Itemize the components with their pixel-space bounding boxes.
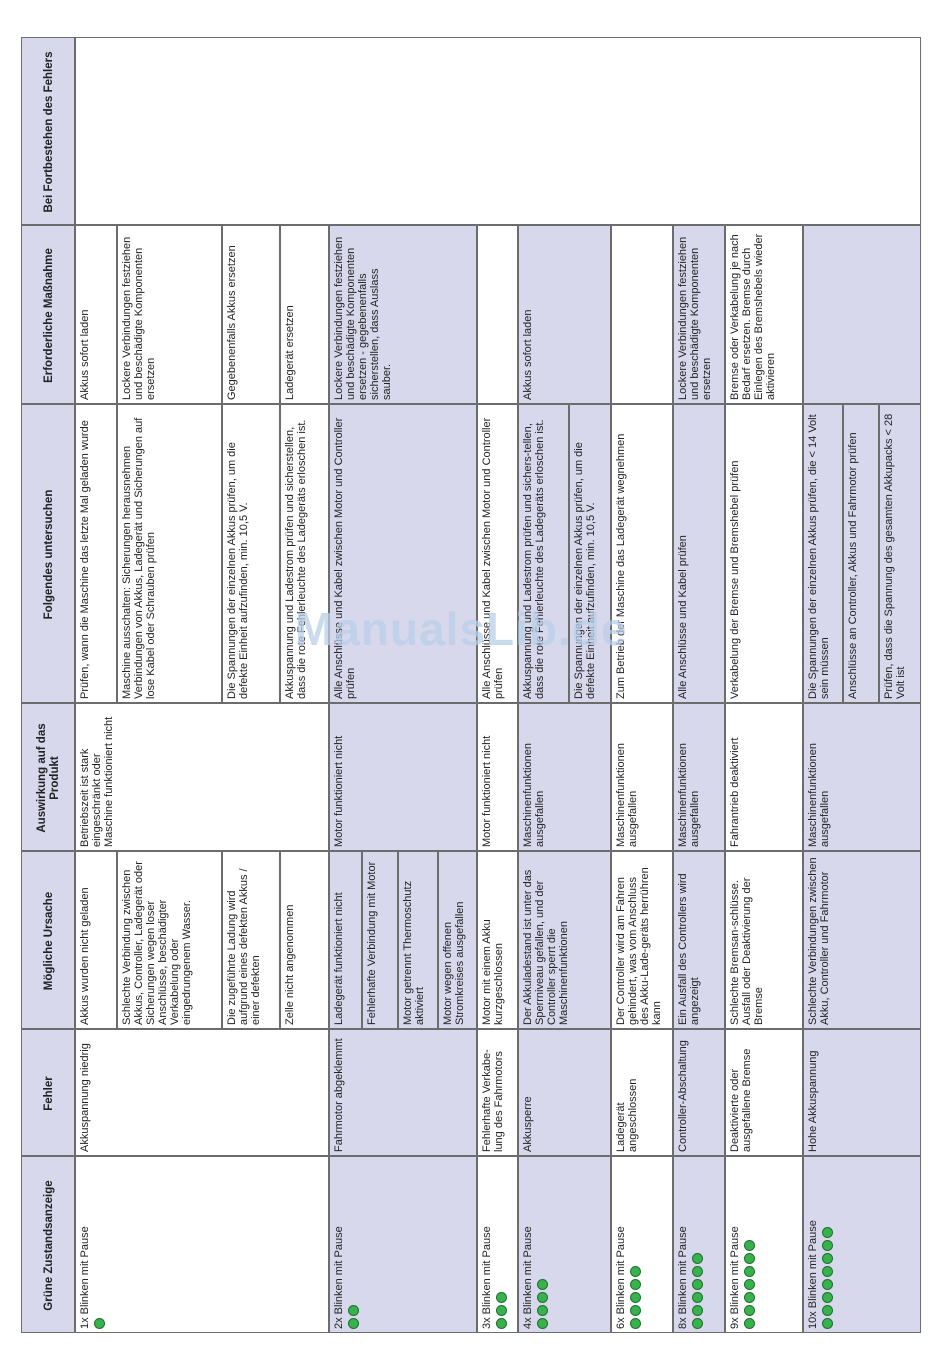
check-cell-3: [477, 404, 518, 703]
check-cell-1b: [117, 404, 222, 703]
green-led-icon: [692, 1292, 703, 1303]
fault-cell-3: [477, 1029, 518, 1156]
action-cell-6: [611, 225, 673, 404]
green-led-icon: [537, 1292, 548, 1303]
header-check-text: Folgendes untersuchen: [42, 489, 55, 620]
green-led-icon: [744, 1305, 755, 1316]
status-led-row: [537, 1162, 548, 1329]
green-led-icon: [744, 1253, 755, 1264]
cause-cell-1a: [75, 851, 117, 1029]
status-cell-10: [803, 1156, 921, 1333]
check-cell-1a: [75, 404, 117, 703]
status-led-row: [348, 1162, 359, 1329]
effect-cell-2-text: Motor funktioniert nicht: [333, 735, 345, 847]
green-led-icon: [822, 1279, 833, 1290]
green-led-icon: [94, 1318, 105, 1329]
fault-cell-6: [611, 1029, 673, 1156]
cause-cell-1b: [117, 851, 222, 1029]
status-cell-1-text: 1x Blinken mit Pause: [79, 1226, 91, 1329]
fault-cell-9: [725, 1029, 803, 1156]
fault-cell-10-text: Hohe Akkuspannung: [807, 1050, 819, 1152]
header-effect-text: Auswirkung auf das Produkt: [36, 723, 61, 833]
effect-cell-10: [803, 703, 921, 851]
action-cell-1d: [280, 225, 329, 404]
check-cell-10b-text: Anschlüsse an Controller, Akkus und Fahrmotor prüfen: [847, 432, 859, 699]
fault-cell-1: [75, 1029, 329, 1156]
green-led-icon: [630, 1279, 641, 1290]
status-cell-8: [673, 1156, 725, 1333]
action-cell-3: [477, 225, 518, 404]
check-cell-8-text: Alle Anschlüsse und Kabel prüfen: [677, 535, 689, 699]
cause-cell-4: [518, 851, 611, 1029]
effect-cell-2: [329, 703, 477, 851]
status-cell-1: [75, 1156, 329, 1333]
header-fault: [21, 1029, 75, 1156]
persist-column-body: [75, 37, 921, 225]
green-led-icon: [537, 1318, 548, 1329]
green-led-icon: [630, 1266, 641, 1277]
green-led-icon: [630, 1318, 641, 1329]
action-cell-4: [518, 225, 611, 404]
check-cell-1a-text: Prüfen, wann die Maschine das letzte Mal geladen wurde: [79, 420, 91, 699]
cause-cell-9: [725, 851, 803, 1029]
status-cell-9-text: 9x Blinken mit Pause: [729, 1226, 741, 1329]
check-cell-1b-text: Maschine ausschalten: Sicherungen herausnehmen Verbindungen von Akkus, Ladegerät und Sicherungen auf lose Kabel oder Schrauben prüfen: [121, 417, 157, 699]
green-led-icon: [348, 1318, 359, 1329]
check-cell-6: [611, 404, 673, 703]
header-check: [21, 404, 75, 703]
status-cell-3: [477, 1156, 518, 1333]
fault-cell-6-text: Ladegerät angeschlossen: [615, 1078, 639, 1152]
header-action: [21, 225, 75, 404]
header-cause-text: Mögliche Ursache: [42, 891, 55, 991]
check-cell-4a-text: Akkuspannung und Ladestrom prüfen und sichers-tellen, dass die rote Fehlerleuchte des Ladegeräts erloschen ist.: [522, 419, 546, 699]
status-cell-2-text: 2x Blinken mit Pause: [333, 1226, 345, 1329]
status-led-row: [94, 1162, 105, 1329]
green-led-icon: [348, 1305, 359, 1316]
green-led-icon: [630, 1292, 641, 1303]
effect-cell-1: [75, 703, 329, 851]
action-cell-10: [803, 225, 921, 404]
green-led-icon: [692, 1253, 703, 1264]
green-led-icon: [822, 1318, 833, 1329]
cause-cell-8: [673, 851, 725, 1029]
action-cell-8: [673, 225, 725, 404]
check-cell-9-text: Verkabelung der Bremse und Bremshebel prüfen: [729, 460, 741, 699]
header-persist: [21, 37, 75, 225]
status-led-row: [496, 1162, 507, 1329]
header-cause: [21, 851, 75, 1029]
action-cell-4-text: Akkus sofort laden: [522, 309, 534, 400]
green-led-icon: [744, 1266, 755, 1277]
action-cell-1c-text: Gegebenenfalls Akkus ersetzen: [226, 245, 238, 400]
green-led-icon: [822, 1266, 833, 1277]
green-led-icon: [496, 1292, 507, 1303]
effect-cell-6: [611, 703, 673, 851]
green-led-icon: [692, 1318, 703, 1329]
action-cell-2-text: Lockere Verbindungen festziehen und beschädigte Komponenten ersetzen - gegebenenfalls sicherstellen, dass Auslass sauber.: [333, 236, 393, 400]
cause-cell-2c: [398, 851, 438, 1029]
green-led-icon: [822, 1292, 833, 1303]
check-cell-4b: [569, 404, 611, 703]
header-fault-text: Fehler: [42, 1076, 55, 1111]
cause-cell-1b-text: Schlechte Verbindung zwischen Akkus, Controller, Ladegerät oder Sicherungen wegen loser Anschlüsse, beschädigter Verkabelung oder eingedrungenem Wasser.: [121, 861, 193, 1025]
action-cell-9: [725, 225, 803, 404]
action-cell-8-text: Lockere Verbindungen festziehen und beschädigte Komponenten ersetzen: [677, 236, 713, 400]
green-led-icon: [692, 1279, 703, 1290]
green-led-icon: [744, 1240, 755, 1251]
cause-cell-2a: [329, 851, 362, 1029]
status-cell-4: [518, 1156, 611, 1333]
fault-cell-1-text: Akkuspannung niedrig: [79, 1043, 91, 1152]
status-cell-3-text: 3x Blinken mit Pause: [481, 1226, 493, 1329]
cause-cell-3-text: Motor mit einem Akku kurzgeschlossen: [481, 919, 505, 1025]
header-action-text: Erforderliche Maßnahme: [42, 248, 55, 383]
check-cell-10c: [879, 404, 921, 703]
check-cell-2-text: Alle Anschlüsse und Kabel zwischen Motor und Controller prüfen: [333, 417, 357, 699]
check-cell-6-text: Zum Betrieb der Maschine das Ladegerät wegnehmen: [615, 433, 627, 699]
effect-cell-4: [518, 703, 611, 851]
check-cell-1d: [280, 404, 329, 703]
cause-cell-6: [611, 851, 673, 1029]
fault-cell-2: [329, 1029, 477, 1156]
green-led-icon: [537, 1305, 548, 1316]
check-cell-4a: [518, 404, 569, 703]
status-cell-6-text: 6x Blinken mit Pause: [615, 1226, 627, 1329]
fault-cell-4: [518, 1029, 611, 1156]
effect-cell-9-text: Fahrantrieb deaktiviert: [729, 737, 741, 847]
action-cell-1a: [75, 225, 117, 404]
status-cell-4-text: 4x Blinken mit Pause: [522, 1226, 534, 1329]
effect-cell-3: [477, 703, 518, 851]
green-led-icon: [744, 1318, 755, 1329]
cause-cell-2b-text: Fehlerhafte Verbindung mit Motor: [366, 861, 378, 1025]
status-cell-8-text: 8x Blinken mit Pause: [677, 1226, 689, 1329]
check-cell-9: [725, 404, 803, 703]
cause-cell-2d: [438, 851, 477, 1029]
status-cell-2: [329, 1156, 477, 1333]
check-cell-10c-text: Prüfen, dass die Spannung des gesamten Akkupacks < 28 Volt ist: [883, 413, 907, 699]
cause-cell-1a-text: Akkus wurden nicht geladen: [79, 887, 91, 1025]
effect-cell-8-text: Maschinenfunktionen ausgefallen: [677, 743, 701, 847]
fault-cell-4-text: Akkusperre: [522, 1096, 534, 1152]
status-led-row: [744, 1162, 755, 1329]
action-cell-1b-text: Lockere Verbindungen festziehen und beschädigte Komponenten ersetzen: [121, 236, 157, 400]
effect-cell-1-text: Betriebszeit ist stark eingeschränkt oder Maschine funktioniert nicht: [79, 716, 115, 847]
cause-cell-3: [477, 851, 518, 1029]
header-status: [21, 1156, 75, 1333]
fault-cell-10: [803, 1029, 921, 1156]
cause-cell-6-text: Der Controller wird am Fahren gehindert, was vom Anschluss des Akku-Lade-geräts herrühren kann: [615, 867, 663, 1025]
check-cell-4b-text: Die Spannungen der einzelnen Akkus prüfen, um die defekte Einheit aufzufinden, min. 10,5 V.: [573, 442, 597, 699]
cause-cell-10-text: Schlechte Verbindungen zwischen Akku, Controller und Fahrmotor: [807, 857, 831, 1025]
cause-cell-1d-text: Zelle nicht angenommen: [284, 904, 296, 1025]
cause-cell-10: [803, 851, 921, 1029]
action-cell-9-text: Bremse oder Verkabelung je nach Bedarf ersetzen. Bremse durch Einlegen des Bremshebels wieder aktivieren: [729, 233, 777, 400]
action-cell-2: [329, 225, 477, 404]
green-led-icon: [822, 1305, 833, 1316]
green-led-icon: [822, 1240, 833, 1251]
action-cell-1c: [222, 225, 280, 404]
effect-cell-9: [725, 703, 803, 851]
check-cell-1c-text: Die Spannungen der einzelnen Akkus prüfen, um die defekte Einheit aufzufinden, min. 10,5 V.: [226, 442, 250, 699]
check-cell-1c: [222, 404, 280, 703]
cause-cell-1c-text: Die zugeführte Ladung wird aufgrund eines defekten Akkus / einer defekten: [226, 868, 262, 1025]
fault-cell-8-text: Controller-Abschaltung: [677, 1040, 689, 1152]
cause-cell-9-text: Schlechte Bremsan-schlüsse. Ausfall oder Deaktivierung der Bremse: [729, 877, 765, 1025]
green-led-icon: [744, 1292, 755, 1303]
status-cell-10-text: 10x Blinken mit Pause: [807, 1220, 819, 1329]
effect-cell-8: [673, 703, 725, 851]
action-cell-1d-text: Ladegerät ersetzen: [284, 305, 296, 400]
check-cell-2: [329, 404, 477, 703]
cause-cell-2c-text: Motor getrennt Thermoschutz aktiviert: [402, 880, 426, 1025]
check-cell-3-text: Alle Anschlüsse und Kabel zwischen Motor und Controller prüfen: [481, 417, 505, 699]
cause-cell-2b: [362, 851, 398, 1029]
green-led-icon: [537, 1279, 548, 1290]
header-persist-text: Bei Fortbestehen des Fehlers: [42, 51, 55, 213]
status-led-row: [692, 1162, 703, 1329]
fault-cell-8: [673, 1029, 725, 1156]
header-status-text: Grüne Zustandsanzeige: [42, 1180, 55, 1311]
check-cell-1d-text: Akkuspannung und Ladestrom prüfen und sicherstellen, dass die rote Fehlerleuchte des Ladegeräts erloschen ist.: [284, 419, 308, 699]
green-led-icon: [744, 1279, 755, 1290]
green-led-icon: [822, 1253, 833, 1264]
fault-cell-9-text: Deaktivierte oder ausgefallene Bremse: [729, 1048, 753, 1152]
green-led-icon: [630, 1305, 641, 1316]
cause-cell-2d-text: Motor wegen offenen Stromkreises ausgefallen: [442, 901, 466, 1025]
status-led-row: [630, 1162, 641, 1329]
action-cell-1b: [117, 225, 222, 404]
green-led-icon: [822, 1227, 833, 1238]
cause-cell-1d: [280, 851, 329, 1029]
green-led-icon: [692, 1266, 703, 1277]
cause-cell-8-text: Ein Ausfall des Controllers wird angezeigt: [677, 873, 701, 1025]
fault-cell-3-text: Fehlerhafte Verkabe-lung des Fahrmotors: [481, 1049, 505, 1152]
cause-cell-1c: [222, 851, 280, 1029]
effect-cell-3-text: Motor funktioniert nicht: [481, 735, 493, 847]
effect-cell-6-text: Maschinenfunktionen ausgefallen: [615, 743, 639, 847]
cause-cell-4-text: Der Akkuladestand ist unter das Sperrniveau gefallen, und der Controller sperrt die Maschinenfunktionen: [522, 869, 570, 1025]
check-cell-10b: [843, 404, 879, 703]
status-cell-9: [725, 1156, 803, 1333]
green-led-icon: [496, 1318, 507, 1329]
status-cell-6: [611, 1156, 673, 1333]
action-cell-1a-text: Akkus sofort laden: [79, 309, 91, 400]
check-cell-8: [673, 404, 725, 703]
green-led-icon: [692, 1305, 703, 1316]
header-effect: [21, 703, 75, 851]
watermark: ManualsLib.de: [295, 603, 628, 655]
effect-cell-10-text: Maschinenfunktionen ausgefallen: [807, 743, 831, 847]
green-led-icon: [496, 1305, 507, 1316]
fault-cell-2-text: Fahrmotor abgeklemmt: [333, 1038, 345, 1152]
check-cell-10a-text: Die Spannungen der einzelnen Akkus prüfen, die < 14 Volt sein müssen: [807, 414, 831, 699]
check-cell-10a: [803, 404, 843, 703]
status-led-row: [822, 1162, 833, 1329]
cause-cell-2a-text: Ladegerät funktioniert nicht: [333, 892, 345, 1025]
effect-cell-4-text: Maschinenfunktionen ausgefallen: [522, 743, 546, 847]
